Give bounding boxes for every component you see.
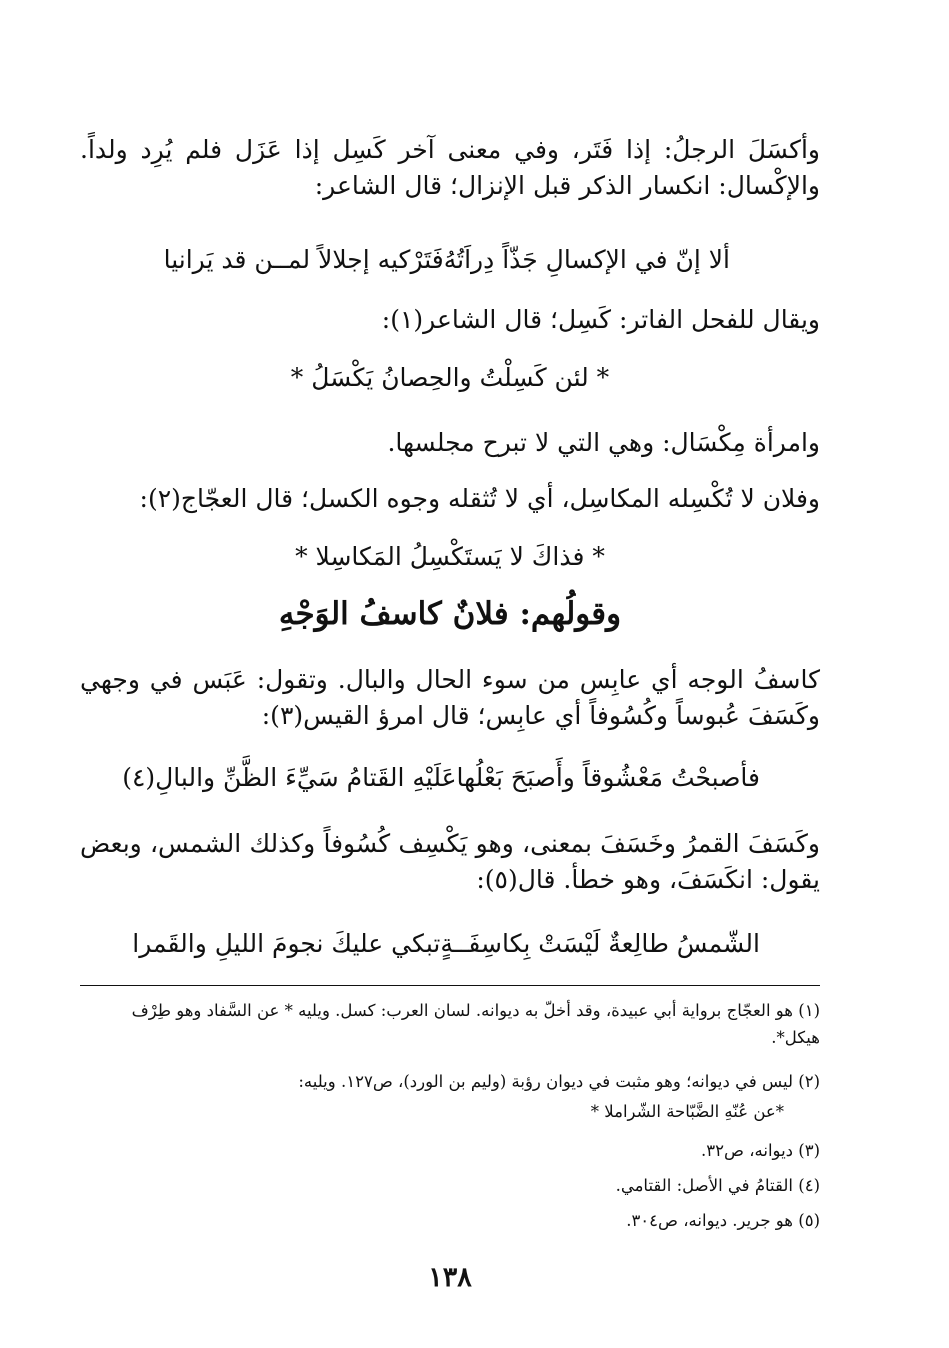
verse-first-hemistich: الشّمسُ طالِعةٌ لَيْسَتْ بِكاسِفَــةٍ [440, 929, 760, 958]
paragraph-kusuf: وكَسَفَ القمرُ وخَسَفَ بمعنى، وهو يَكْسِف كُسُوفاً وكذلك الشمس، وبعض يقول: انكَسَفَ، وهو خطأ. قال(٥): [80, 829, 820, 894]
verse-second-hemistich: تبكي عليكَ نجومَ الليلِ والقَمرا [132, 929, 441, 958]
verse-first-hemistich: ألا إنّ في الإكسالِ جَذّاً دِراَتُهُ [443, 245, 730, 274]
verse-ikshal [80, 240, 820, 280]
book-page [80, 0, 820, 1348]
paragraph-kasif: كاسفُ الوجه أي عابِس من سوء الحال والبال. وتقول: عَبَس في وجهي وكَسَفَ عُبوساً وكُسُوفاً أي عابِس؛ قال امرؤ القيس(٣): [80, 665, 820, 730]
section-heading: وقولُهم: فلانٌ كاسفُ الوَجْهِ [278, 596, 622, 632]
paragraph-fahl: ويقال للفحل الفاتر: كَسِل؛ قال الشاعر(١): [381, 305, 820, 334]
footnote-2: (٢) ليس في ديوانه؛ وهو مثبت في ديوان رؤبة (وليم بن الورد)، ص١٢٧. ويليه: [298, 1072, 820, 1091]
hemistich-hisan: * لئن كَسِلْتُ والحِصانُ يَكْسَلُ * [290, 363, 610, 392]
verse-second-hemistich: فَتَرْكيه إجلالاً لمــن قد يَرانيا [163, 245, 444, 274]
footnote-3: (٣) ديوانه، ص٣٢. [701, 1141, 820, 1160]
footnote-2-verse: *عن عُنّهِ الضَّبّاحة الشّراملا * [590, 1102, 784, 1121]
paragraph-makasil: وفلان لا تُكْسِله المكاسِل، أي لا تُثقله وجوه الكسل؛ قال العجّاج(٢): [139, 484, 820, 513]
verse-imru-al-qays [80, 758, 820, 798]
footnote-5: (٥) هو جرير. ديوانه، ص٣٠٤. [626, 1211, 820, 1230]
paragraph-miksal: وامرأة مِكْسَال: وهي التي لا تبرح مجلسها. [387, 428, 820, 457]
verse-second-hemistich: عَلَيْهِ القَتامُ سَيِّءَ الظَّنِّ والبالِ(٤) [122, 763, 457, 792]
page-number: ١٣٨ [428, 1262, 472, 1293]
paragraph-akasal: وأكسَلَ الرجلُ: إذا فَتَر، وفي معنى آخر كَسِل إذا عَزَل فلم يُرِد ولداً. والإكْسال: انكسار الذكر قبل الإنزال؛ قال الشاعر: [80, 135, 820, 200]
footnote-1: (١) هو العجّاج برواية أبي عبيدة، وقد أخلّ به ديوانه. لسان العرب: كسل. ويليه * عن السَّفاد وهو طِرْف هيكل*. [131, 1001, 820, 1047]
verse-jarir [80, 924, 820, 964]
footnote-4: (٤) القتامُ في الأصل: القتامي. [615, 1176, 820, 1195]
hemistich-makasila: * فذاكَ لا يَستَكْسِلُ المَكاسِلا * [295, 542, 605, 571]
verse-first-hemistich: فأصبحْتُ مَعْشُوقاً وأَصبَحَ بَعْلُها [456, 763, 760, 792]
footnote-divider [80, 985, 820, 986]
